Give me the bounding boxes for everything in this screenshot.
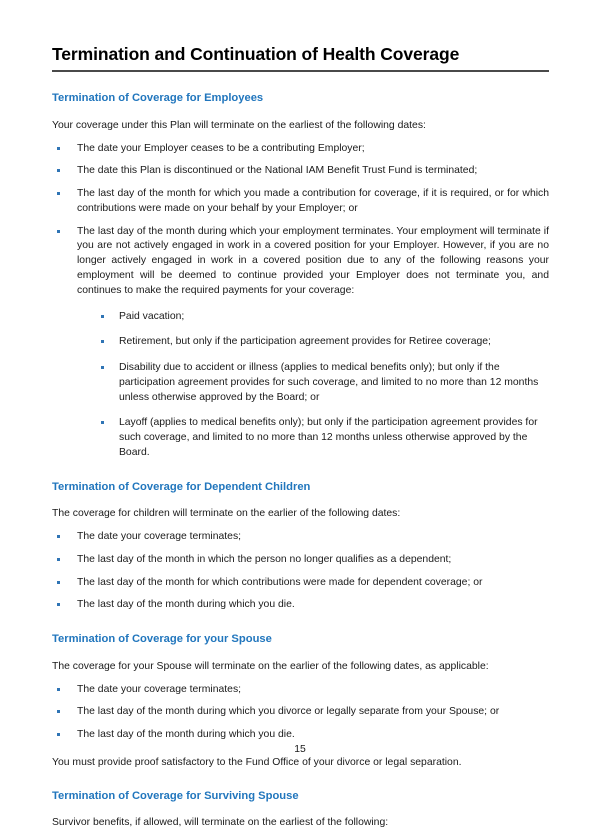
list-item-text: Disability due to accident or illness (applies to medical benefits only); but only if the participation agreement provides for such coverage, and limited to no more than 12 months unless otherwise approved by the Board; or: [119, 362, 539, 403]
list-item: [52, 728, 549, 743]
bullet-square-icon: [101, 340, 104, 343]
section-closing-spouse: You must provide proof satisfactory to the Fund Office of your divorce or legal separation.: [52, 756, 462, 768]
list-item: [52, 683, 549, 698]
list-item: [52, 225, 549, 461]
section-heading-dependent-children: Termination of Coverage for Dependent Children: [52, 480, 311, 493]
page-title: Termination and Continuation of Health Coverage: [52, 44, 460, 64]
list-item: [101, 416, 549, 460]
list-item-text: The date your coverage terminates;: [77, 683, 242, 695]
bullet-square-icon: [57, 192, 60, 195]
bullet-square-icon: [57, 535, 60, 538]
list-item: [52, 164, 549, 179]
list-item: [52, 187, 549, 217]
list-item-text: Retirement, but only if the participation agreement provides for Retiree coverage;: [119, 336, 491, 348]
bullet-square-icon: [101, 366, 104, 369]
bullet-square-icon: [57, 147, 60, 150]
list-item: [52, 576, 549, 591]
page-number: 15: [294, 744, 306, 755]
section-intro-employees: Your coverage under this Plan will terminate on the earliest of the following dates:: [52, 119, 426, 131]
bullet-square-icon: [57, 558, 60, 561]
list-item-text: The date your coverage terminates;: [77, 531, 242, 543]
list-item: [101, 335, 549, 350]
bullet-list-employees: [52, 142, 549, 461]
list-item: [101, 310, 549, 325]
list-item-text: The last day of the month during which you divorce or legally separate from your Spouse; or: [77, 706, 500, 718]
list-item-text: The last day of the month during which you die.: [77, 599, 295, 611]
list-item-text: The date your Employer ceases to be a contributing Employer;: [77, 142, 365, 154]
bullet-square-icon: [57, 733, 60, 736]
list-item: [52, 598, 549, 613]
bullet-square-icon: [101, 315, 104, 318]
section-intro-surviving-spouse: Survivor benefits, if allowed, will terminate on the earliest of the following:: [52, 817, 389, 829]
list-item: [52, 142, 549, 157]
section-heading-surviving-spouse: Termination of Coverage for Surviving Spouse: [52, 790, 299, 802]
bullet-square-icon: [101, 421, 104, 424]
list-item: [52, 553, 549, 568]
list-item-text: The last day of the month during which you die.: [77, 729, 295, 741]
list-item-text: The date this Plan is discontinued or the National IAM Benefit Trust Fund is terminated;: [77, 165, 478, 177]
list-item-text: The last day of the month for which contributions were made for dependent coverage; or: [77, 576, 483, 588]
list-item: [52, 530, 549, 545]
page-content: [52, 44, 549, 830]
list-item-text: The last day of the month in which the person no longer qualifies as a dependent;: [77, 553, 452, 565]
list-item-text: The last day of the month during which your employment terminates. Your employment will terminate if you are not actively engaged in work in a covered position for your Employer. However, if you are no longer actively engaged in work in a covered position due to any of the following reasons your employment will be deemed to continue provided your Employer does not terminate you, and continues to make the required payments for your coverage:: [77, 225, 549, 296]
bullet-square-icon: [57, 230, 60, 233]
bullet-square-icon: [57, 688, 60, 691]
section-intro-dependent-children: The coverage for children will terminate on the earlier of the following dates:: [52, 508, 401, 520]
bullet-square-icon: [57, 169, 60, 172]
section-heading-spouse: Termination of Coverage for your Spouse: [52, 633, 272, 646]
list-item-text: Layoff (applies to medical benefits only); but only if the participation agreement provides for such coverage, and limited to no more than 12 months unless otherwise approved by the Board.: [119, 417, 538, 458]
title-divider: [52, 70, 549, 72]
list-item: [101, 361, 549, 405]
bullet-square-icon: [57, 581, 60, 584]
list-item-text: The last day of the month for which you made a contribution for coverage, if it is required, or for which contributions were made on your behalf by your Employer; or: [77, 188, 549, 214]
section-heading-employees: Termination of Coverage for Employees: [52, 92, 264, 105]
bullet-square-icon: [57, 710, 60, 713]
list-item: [52, 705, 549, 720]
sub-bullet-list-employment-reasons: [77, 310, 549, 461]
section-intro-spouse: The coverage for your Spouse will terminate on the earlier of the following dates, as applicable:: [52, 660, 489, 672]
list-item-text: Paid vacation;: [119, 310, 185, 322]
bullet-square-icon: [57, 603, 60, 606]
bullet-list-spouse: [52, 683, 549, 743]
bullet-list-dependent-children: [52, 530, 549, 613]
